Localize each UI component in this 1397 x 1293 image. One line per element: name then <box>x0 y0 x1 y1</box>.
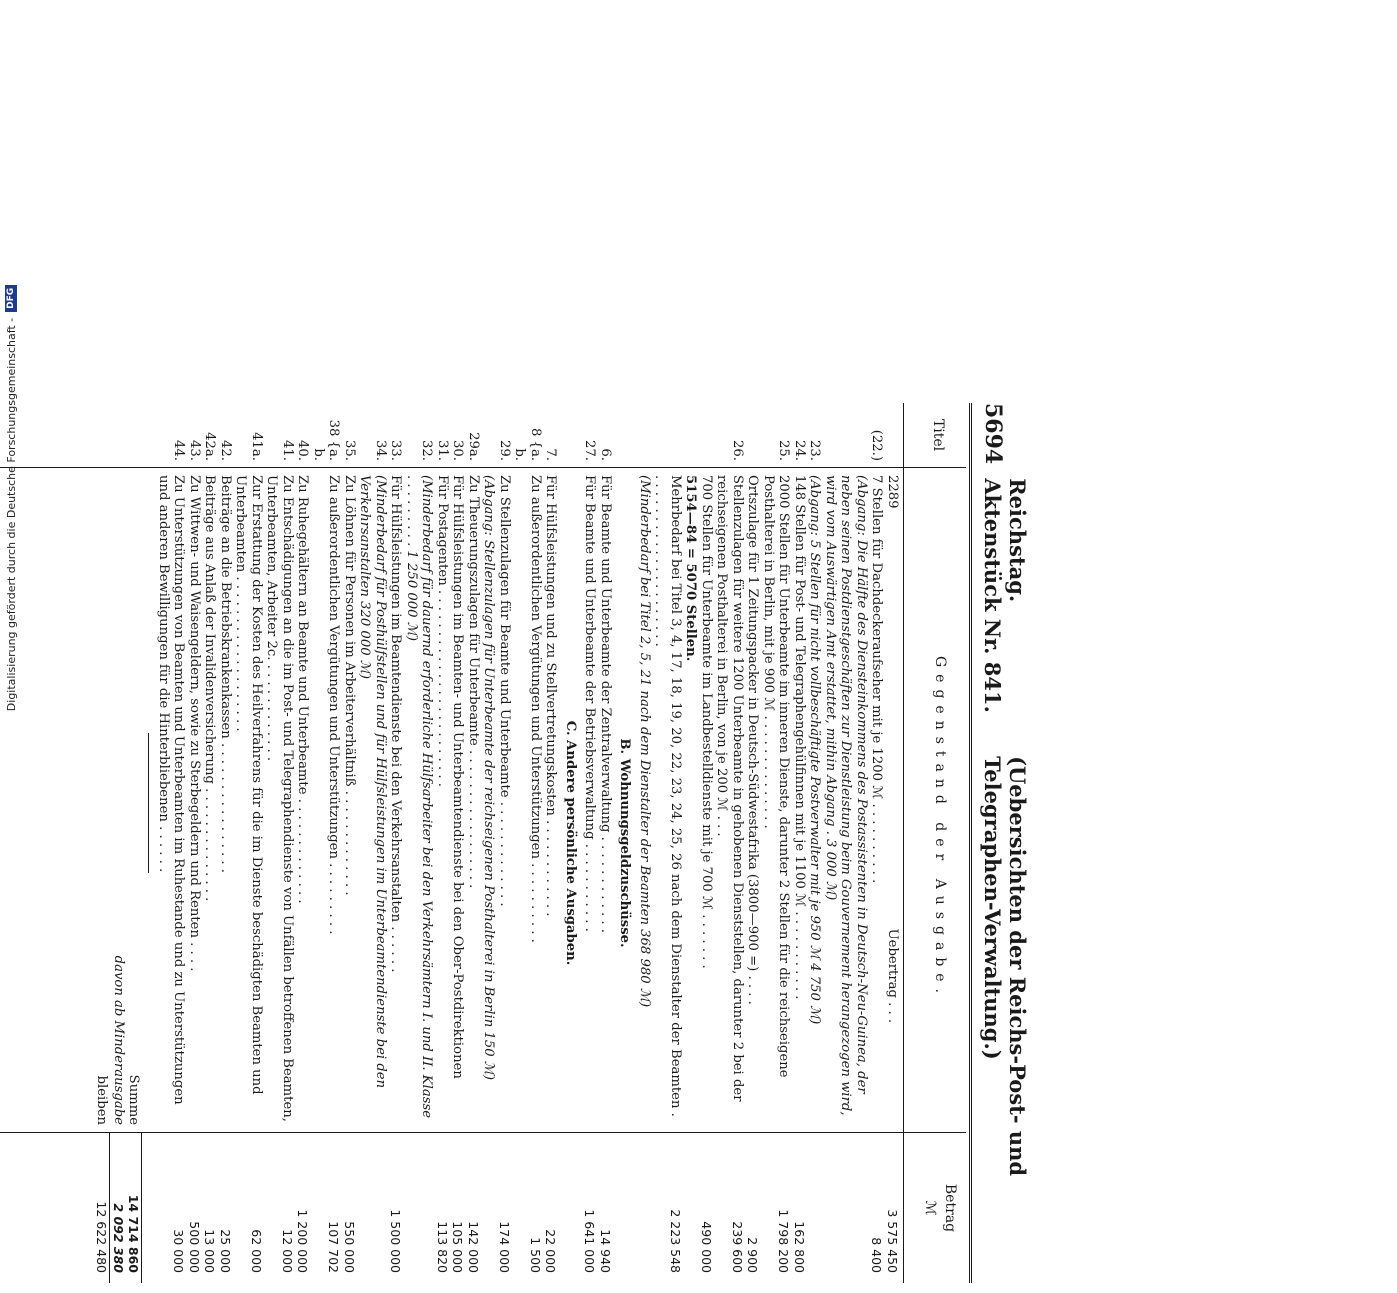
table-row <box>683 403 699 1283</box>
remaining-row-value: 12 622 480 <box>94 1201 110 1273</box>
description-cell: (Abgang: Stellenzulagen für Unterbeamte der reichseigenen Posthalterei in Berlin 150 ℳ) <box>481 475 497 1081</box>
description-cell <box>311 467 327 1133</box>
table-row <box>450 403 466 1283</box>
table-row <box>598 403 614 1283</box>
amount-cell: 2 223 548 <box>668 1209 683 1273</box>
description-cell: (Minderbedarf für Posthülfstellen und für Hülfsleistungen im Unterbeamtendienste bei den Verkehrsanstalten 320 000 ℳ) <box>357 475 388 1089</box>
titel-cell: b. <box>512 448 528 461</box>
table-row <box>233 403 264 1283</box>
description-cell <box>512 467 528 1133</box>
titel-cell: 30. <box>450 440 466 461</box>
table-row <box>761 403 792 1283</box>
titel-cell: 8 {a. <box>528 427 543 461</box>
description-cell: Beiträge an die Betriebskrankenkassen . . . . . . . . . . . . . . . . <box>218 475 233 873</box>
description-cell: Für Hülfsleistungen im Beamtendienste bei den Verkehrsanstalten . . . . . . <box>388 475 404 973</box>
titel-cell: 31. <box>435 440 450 461</box>
amount-cell: 1 798 200 <box>776 1209 792 1273</box>
description-cell: 5154—84 = 5070 Stellen. <box>683 475 699 662</box>
amount-cell: 550 000 <box>342 1221 357 1273</box>
titel-cell <box>126 403 142 467</box>
table-row <box>823 403 870 1283</box>
titel-cell: 42. <box>218 440 233 461</box>
titel-cell: 32. <box>419 440 435 461</box>
amount-cell <box>311 1133 327 1283</box>
table-row <box>156 403 187 1283</box>
titel-cell: 23. <box>807 440 823 461</box>
titel-cell: (22.) <box>869 429 885 461</box>
table-row <box>388 403 404 1283</box>
titel-cell: 44. <box>171 440 187 461</box>
description-cell: Für Beamte und Unterbeamte der Betriebsverwaltung . . . . . . . . . . . <box>582 475 598 932</box>
minder-row <box>111 403 127 1283</box>
titel-cell <box>683 403 699 467</box>
amount-cell: 162 800 <box>792 1221 807 1273</box>
col-gegenstand-header: Gegenstand der Ausgabe. <box>932 655 948 1001</box>
amount-cell: 105 000 <box>450 1221 466 1273</box>
table-row <box>326 403 342 1283</box>
table-row <box>481 403 497 1283</box>
titel-cell <box>111 403 127 467</box>
header-rule <box>969 403 972 1283</box>
titel-cell <box>745 403 761 467</box>
titel-cell: 41. <box>280 440 295 461</box>
amount-cell: 1 641 000 <box>582 1209 598 1273</box>
amount-cell: 500 000 <box>187 1221 202 1273</box>
document-page <box>0 379 1058 1293</box>
amount-cell <box>683 1133 699 1283</box>
description-cell: (Abgang: Die Hälfte des Diensteinkommens des Postassistenten in Deutsch-Neu-Guinea, der neben seinen Postdienstgeschäften zur Dienstleistung beim Gouvernement herangezogen wird, wird vom Auswärtigen Amt erstattet, mithin Abgang . 3 000 ℳ) <box>823 475 869 1116</box>
amount-cell <box>404 1133 435 1283</box>
amount-cell: 1 500 000 <box>388 1209 404 1273</box>
table-row <box>342 403 358 1283</box>
titel-cell: 25. <box>776 440 792 461</box>
titel-cell <box>481 403 497 467</box>
table-row <box>497 403 513 1283</box>
table-row <box>745 403 761 1283</box>
amount-cell: 239 600 <box>730 1221 745 1273</box>
amount-cell: 174 000 <box>497 1221 512 1273</box>
sum-row <box>126 403 142 1283</box>
remaining-row-label: bleiben <box>94 1075 110 1125</box>
amount-cell: 142 000 <box>466 1221 481 1273</box>
table-row <box>404 403 435 1283</box>
sum-rule <box>142 1133 143 1283</box>
section-heading: C. Andere persönliche Ausgaben. <box>563 720 578 966</box>
description-cell: Zu Theuerungszulagen für Unterbeamte . . . . . . . . . . . . . . . . . <box>466 475 481 889</box>
titel-cell: 6. <box>598 448 613 461</box>
minder-row-value: 2 092 380 <box>111 1203 126 1273</box>
description-cell: Stellenzulagen für weitere 1200 Unterbeamte in gehobenen Dienststellen, darunter 2 bei der reichseigenen Posthalterei in Berlin, von je 200 ℳ . . . <box>714 475 745 1102</box>
divider <box>149 733 150 873</box>
amount-cell: 3 575 450 <box>885 1209 900 1273</box>
description-cell: Für Beamte und Unterbeamte der Zentralverwaltung . . . . . . . . . . . . <box>598 475 613 933</box>
titel-cell <box>885 403 901 467</box>
amount-cell: 62 000 <box>249 1229 264 1273</box>
table-row <box>466 403 482 1283</box>
description-cell: Zu Entschädigungen an die im Post- und Telegraphendienste von Unfällen betroffenen Beamten, Unterbeamten, Arbeiter 2c. . . . . . . . . . . . . <box>264 475 295 1122</box>
table-row <box>357 403 388 1283</box>
titel-cell: 41a. <box>249 432 264 461</box>
page-header <box>974 403 1052 1283</box>
titel-cell <box>94 403 110 467</box>
table-row <box>512 403 528 1283</box>
table-row <box>528 403 544 1283</box>
description-cell: Zu Stellenzulagen für Beamte und Unterbeamte . . . . . . . . . . . . . <box>497 475 512 907</box>
description-text: Uebertrag . . . <box>885 928 900 1024</box>
table-row <box>885 403 901 1283</box>
description-cell: Zu Unterstützungen von Beamten und Unterbeamten im Ruhestande und zu Unterstützungen und anderen Bewilligungen für die Hinterbliebenen . . . . . . <box>156 475 187 1105</box>
table-row <box>807 403 823 1283</box>
amount-cell: 1 500 <box>528 1237 543 1273</box>
amount-cell: 25 000 <box>218 1229 233 1273</box>
table-row <box>187 403 203 1283</box>
amount-cell: 490 000 <box>699 1221 714 1273</box>
table-row <box>869 403 885 1283</box>
table-row <box>652 403 683 1283</box>
amount-cell <box>823 1133 870 1283</box>
description-cell: Zu Ruhegehältern an Beamte und Unterbeamte . . . . . . . . . . . . . <box>295 475 311 904</box>
table-row <box>543 403 559 1283</box>
amount-cell: 13 000 <box>202 1229 218 1273</box>
page-title: Reichstag. Aktenstück Nr. 841. <box>980 478 1030 713</box>
description-cell: 700 Stellen für Unterbeamte im Landbestelldienste mit je 700 ℳ . . . . . . . <box>699 475 714 969</box>
amount-cell <box>481 1133 497 1283</box>
amount-cell <box>512 1133 528 1283</box>
carry-count: 2289 <box>885 475 900 509</box>
col-unit-label: ℳ <box>922 1200 938 1216</box>
titel-cell: 26. <box>730 440 745 461</box>
description-cell: Mehrbedarf bei Titel 3, 4, 17, 18, 19, 20, 22, 23, 24, 25, 26 nach dem Dienstalter der Beamten . . . . . . . . . . . . . . . . . . . . . . <box>652 475 683 1117</box>
description-cell: Für Hülfsleistungen und zu Stellvertretungskosten . . . . . . . . . . . . <box>543 475 559 917</box>
amount-cell <box>637 1133 653 1283</box>
table-row <box>714 403 745 1283</box>
minder-row-label: davon ab Minderausgabe <box>111 955 126 1125</box>
amount-cell: 1 200 000 <box>295 1209 311 1273</box>
sum-row-label: Summe <box>126 1074 142 1125</box>
table-row <box>637 403 653 1283</box>
table-row <box>295 403 311 1283</box>
description-cell: 148 Stellen für Post- und Telegraphengehülfinnen mit je 1100 ℳ . . . . . . . . . . . <box>792 475 807 1000</box>
titel-cell: 40. <box>295 440 311 461</box>
titel-cell <box>823 403 870 467</box>
table-row <box>792 403 808 1283</box>
description-cell <box>885 467 901 1133</box>
amount-cell: 2 900 <box>745 1237 761 1273</box>
titel-cell <box>699 403 715 467</box>
page-subtitle: (Uebersichten der Reichs-Post- und Telegraphen-Verwaltung.) <box>980 756 1030 1177</box>
description-cell: Für Postagenten . . . . . . . . . . . . . . . . . . . . . . . . <box>435 475 450 787</box>
table-row <box>311 403 327 1283</box>
description-cell: Zu außerordentlichen Vergütungen und Unterstützungen . . . . . . . . . <box>326 475 342 935</box>
table-row <box>582 403 598 1283</box>
section-heading: B. Wohnungsgeldzuschüsse. <box>617 738 633 948</box>
description-cell: (Minderbedarf für dauernd erforderliche Hülfsarbeiter bei den Verkehrsämtern I. und II. Klasse . . . . . . . . . 1 250 000 ℳ) <box>404 475 435 1119</box>
description-cell: Zu außerordentlichen Vergütungen und Unterstützungen . . . . . . . . . . <box>528 475 543 943</box>
amount-cell <box>807 1133 823 1283</box>
description-cell: Zu Löhnen für Personen im Arbeiterverhältniß . . . . . . . . . . . . . <box>342 475 357 896</box>
amount-cell <box>357 1133 388 1283</box>
digitization-note-text: Digitalisierung gefördert durch die Deutsche Forschungsgemeinschaft - <box>4 317 18 712</box>
remaining-row <box>94 403 110 1283</box>
amount-cell: 12 000 <box>280 1229 295 1273</box>
table-row <box>218 403 234 1283</box>
amount-cell: 8 400 <box>869 1237 885 1273</box>
titel-cell: 34. <box>373 440 388 461</box>
titel-cell: 33. <box>388 440 404 461</box>
titel-cell <box>652 403 683 467</box>
description-cell: 2000 Stellen für Unterbeamte im inneren Dienste, darunter 2 Stellen für die reichseigene Posthalterei in Berlin, mit je 900 ℳ . . . . . . . . . . . . . . <box>761 475 792 1078</box>
description-cell: Zu Wittwen- und Waisengeldern, sowie zu Sterbegeldern und Renten . . . . <box>187 475 202 972</box>
col-betrag-label: Betrag <box>942 1183 958 1233</box>
table-body <box>94 403 900 1283</box>
table-header <box>903 403 966 1283</box>
dfg-logo: DFG <box>5 285 17 312</box>
description-cell: Für Hülfsleistungen im Beamten- und Unterbeamtendienste bei den Ober-Postdirektionen <box>450 475 466 1079</box>
description-cell: 7 Stellen für Dachdeckeraufseher mit je 1200 ℳ . . . . . . . . . . <box>869 475 885 884</box>
titel-cell: 24. <box>792 440 807 461</box>
col-betrag-header <box>920 1133 960 1283</box>
description-cell: Ortszulage für 1 Zeitungspacker in Deutsch-Südwestafrika (3800—900 =) . . . . <box>745 475 761 1005</box>
titel-cell <box>637 403 653 467</box>
page-number: 5694 <box>980 403 1006 465</box>
titel-cell: 29a. <box>466 432 481 461</box>
col-titel-header: Titel <box>930 418 946 452</box>
table-row <box>435 403 451 1283</box>
titel-cell: 29. <box>497 440 512 461</box>
amount-cell: 30 000 <box>171 1229 187 1273</box>
titel-cell: 43. <box>187 440 202 461</box>
titel-cell: 35. <box>342 440 357 461</box>
titel-cell: b. <box>311 448 326 461</box>
titel-cell: 42a. <box>202 432 218 461</box>
titel-cell: 27. <box>582 440 598 461</box>
amount-cell: 14 940 <box>598 1229 613 1273</box>
table-row <box>264 403 295 1283</box>
description-cell: (Minderbedarf bei Titel 2, 5, 21 nach dem Dienstalter der Beamten 368 980 ℳ) <box>637 475 652 1008</box>
amount-cell: 107 702 <box>326 1221 342 1273</box>
amount-cell: 113 820 <box>435 1221 450 1273</box>
titel-cell: 7. <box>543 448 559 461</box>
description-cell: Beiträge aus Anlaß der Invalidenversicherung . . . . . . . . . . . . . . <box>202 475 218 902</box>
table-row <box>202 403 218 1283</box>
description-cell: Zur Erstattung der Kosten des Heilverfahrens für die im Dienste beschädigten Beamten und Unterbeamten . . . . . . . . . . . . . . . . . . . <box>233 475 264 1095</box>
table-row <box>699 403 715 1283</box>
amount-cell: 22 000 <box>543 1229 559 1273</box>
sum-row-value: 14 714 860 <box>126 1194 142 1273</box>
description-cell: (Abgang: 5 Stellen für nicht vollbeschäftigte Postverwalter mit je 950 ℳ 4 750 ℳ) <box>807 475 823 1025</box>
titel-cell: 38 {a. <box>326 419 342 461</box>
